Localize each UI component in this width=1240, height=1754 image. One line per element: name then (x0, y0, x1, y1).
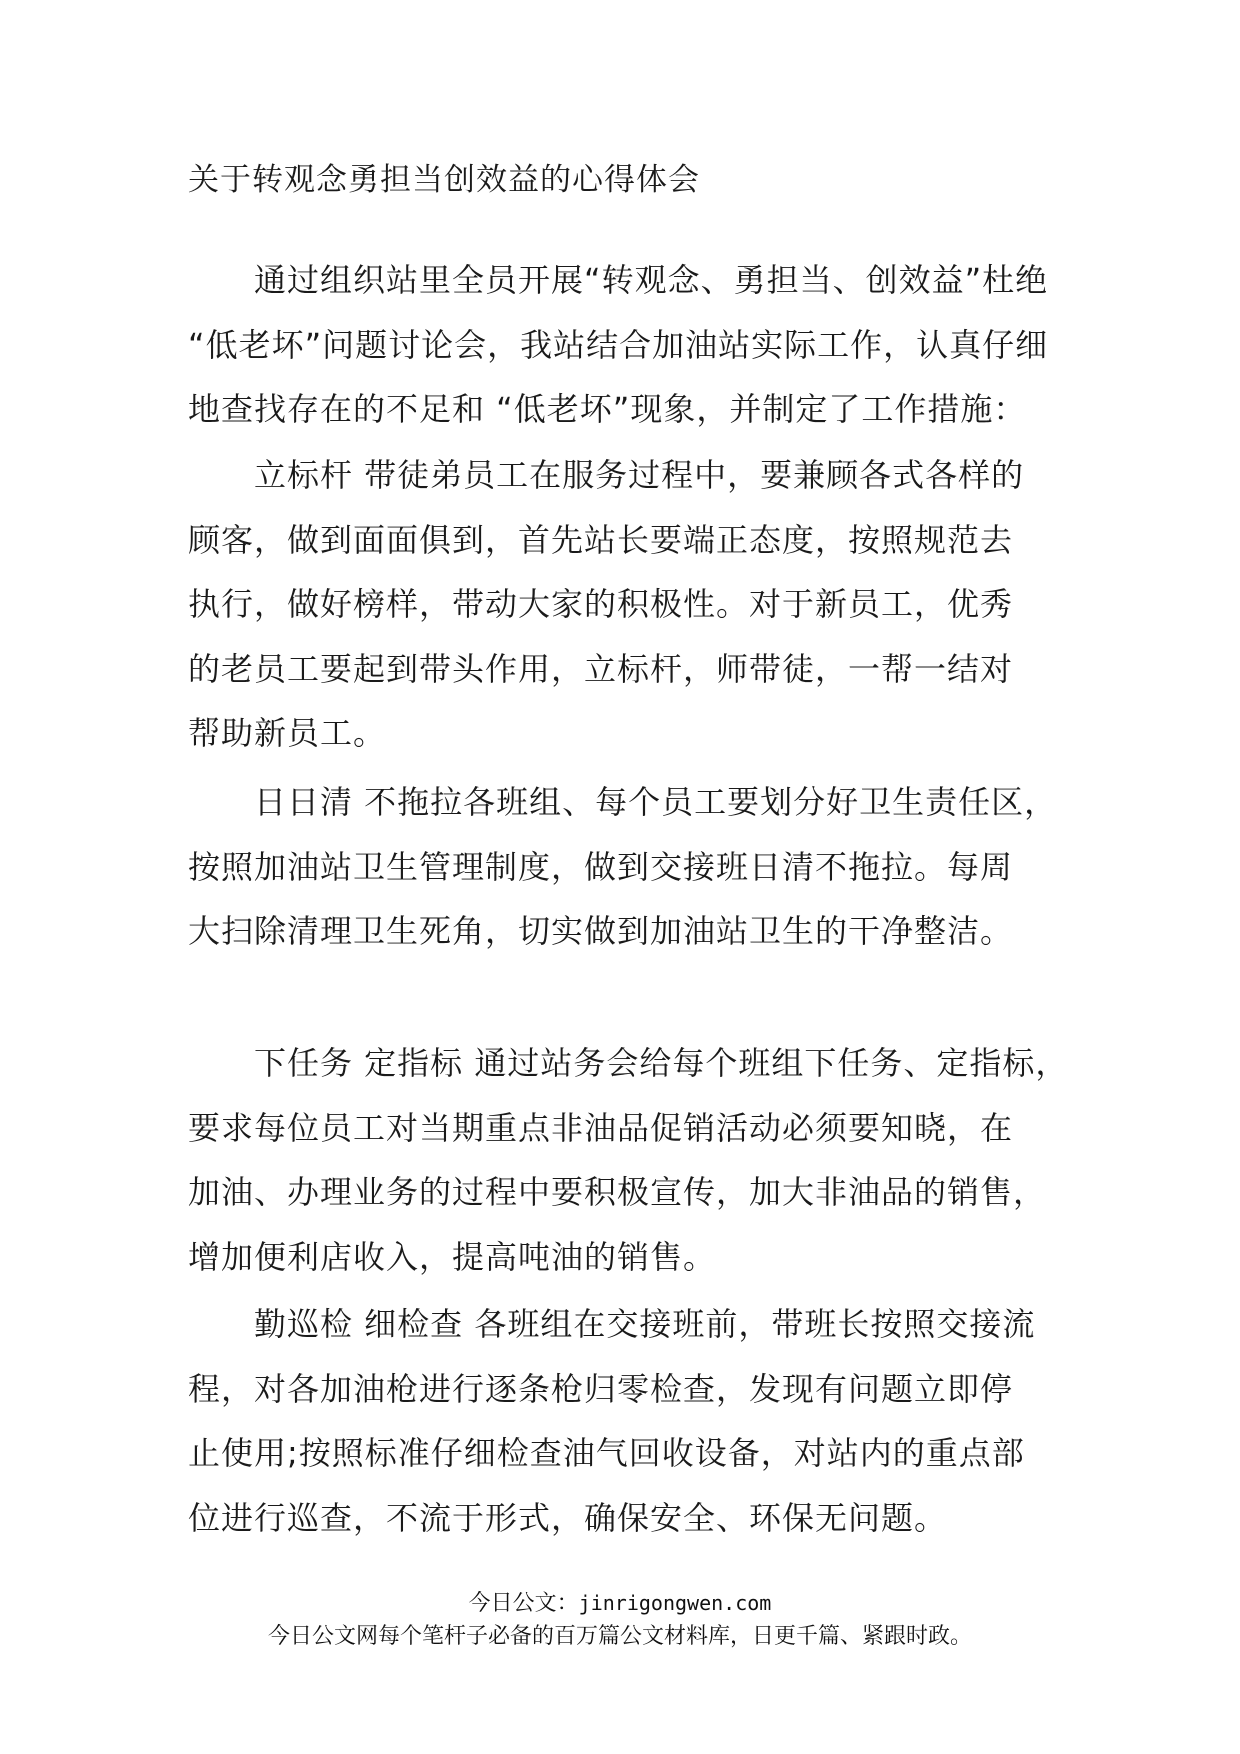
paragraph-line: 增加便利店收入，提高吨油的销售。 (188, 1237, 717, 1276)
paragraph-line: 要求每位员工对当期重点非油品促销活动必须要知晓，在 (188, 1108, 1014, 1147)
paragraph-intro (188, 248, 1088, 442)
footer-site-label: 今日公文： (468, 1591, 579, 1616)
paragraph-line: 执行，做好榜样，带动大家的积极性。对于新员工，优秀 (188, 585, 1014, 623)
paragraph-line: 的老员工要起到带头作用，立标杆，师带徒，一帮一结对 (188, 649, 1014, 688)
footer-site (0, 1588, 1240, 1619)
paragraph-line: 日日清 不拖拉各班组、每个员工要划分好卫生责任区， (254, 783, 1058, 821)
paragraph-line: 止使用;按照标准仔细检查油气回收设备，对站内的重点部 (188, 1434, 1025, 1472)
footer-site-url[interactable]: jinrigongwen.com (578, 1591, 772, 1615)
paragraph-assign-tasks (188, 1031, 1088, 1289)
paragraph-daily-clean (188, 770, 1088, 964)
paragraph-line: 程，对各加油枪进行逐条枪归零检查，发现有问题立即停 (188, 1369, 1014, 1408)
paragraph-inspection (188, 1292, 1088, 1550)
paragraph-line: 位进行巡查，不流于形式，确保安全、环保无问题。 (188, 1498, 948, 1537)
paragraph-line: 通过组织站里全员开展“转观念、勇担当、创效益”杜绝 (254, 261, 1049, 299)
paragraph-line: 顾客，做到面面俱到，首先站长要端正态度，按照规范去 (188, 520, 1014, 559)
paragraph-line: 下任务 定指标 通过站务会给每个班组下任务、定指标， (254, 1044, 1069, 1082)
paragraph-line: 大扫除清理卫生死角，切实做到加油站卫生的干净整洁。 (188, 912, 1014, 950)
paragraph-line: 加油、办理业务的过程中要积极宣传，加大非油品的销售， (188, 1173, 1047, 1211)
paragraph-set-benchmark (188, 443, 1088, 766)
paragraph-line: 立标杆 带徒弟员工在服务过程中，要兼顾各式各样的 (254, 456, 1025, 494)
paragraph-line: 帮助新员工。 (188, 714, 387, 752)
paragraph-line: “低老坏”问题讨论会，我站结合加油站实际工作，认真仔细 (188, 325, 1049, 364)
document-title: 关于转观念勇担当创效益的心得体会 (188, 162, 700, 198)
paragraph-line: 按照加油站卫生管理制度，做到交接班日清不拖拉。每周 (188, 847, 1014, 886)
footer-slogan: 今日公文网每个笔杆子必备的百万篇公文材料库，日更千篇、紧跟时政。 (267, 1624, 972, 1649)
paragraph-line: 地查找存在的不足和 “低老坏”现象，并制定了工作措施： (188, 390, 1027, 428)
paragraph-line: 勤巡检 细检查 各班组在交接班前，带班长按照交接流 (254, 1305, 1036, 1343)
